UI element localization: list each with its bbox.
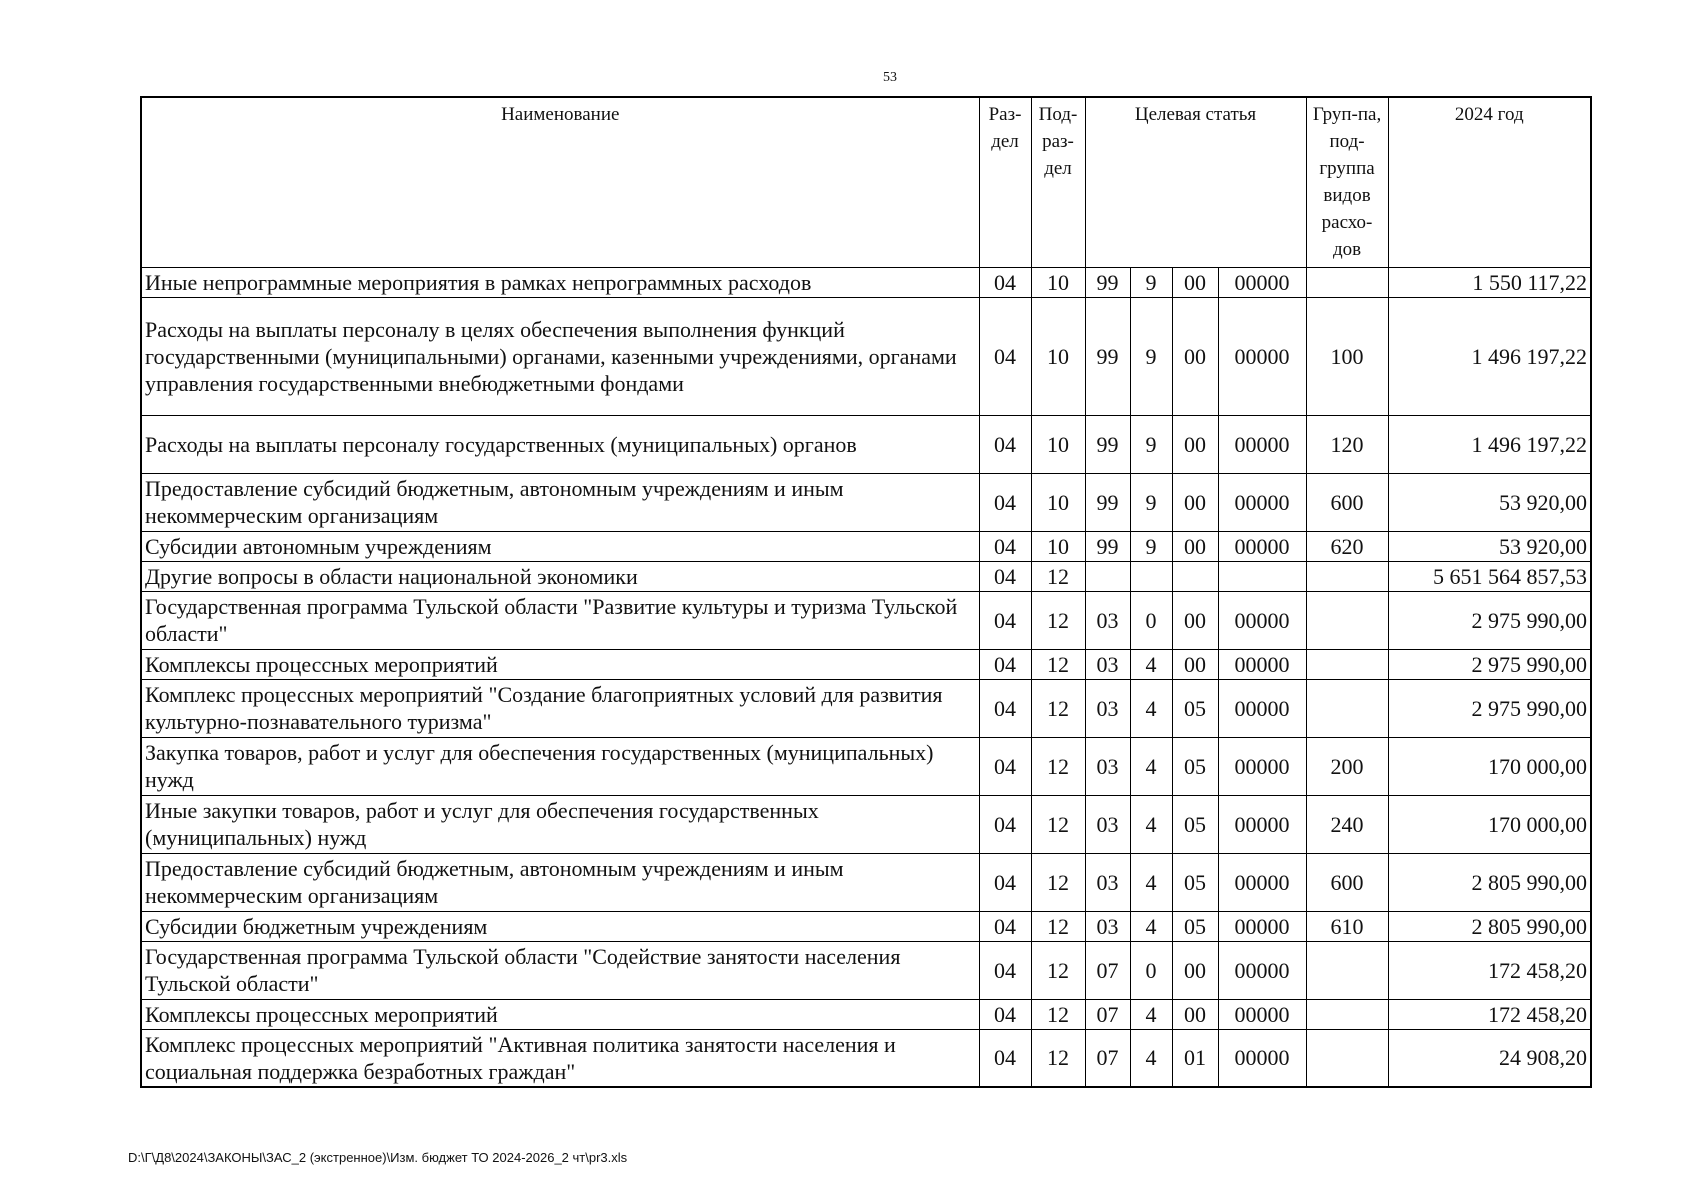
row-target-type (1130, 561, 1172, 591)
row-name: Закупка товаров, работ и услуг для обеспечения государственных (муниципальных) нужд (141, 737, 979, 795)
row-target-type: 0 (1130, 941, 1172, 999)
row-name: Другие вопросы в области национальной экономики (141, 561, 979, 591)
row-target-subprogram: 00 (1172, 649, 1218, 679)
row-target-subprogram: 05 (1172, 853, 1218, 911)
row-target-program: 03 (1085, 591, 1130, 649)
table-row (141, 649, 1591, 679)
row-subsection: 12 (1031, 591, 1085, 649)
row-amount: 1 496 197,22 (1388, 297, 1591, 415)
row-target-program: 03 (1085, 679, 1130, 737)
table-row (141, 853, 1591, 911)
row-section: 04 (979, 267, 1031, 297)
row-name: Предоставление субсидий бюджетным, автономным учреждениям и иным некоммерческим организациям (141, 853, 979, 911)
row-section: 04 (979, 795, 1031, 853)
row-section: 04 (979, 649, 1031, 679)
row-subsection: 12 (1031, 561, 1085, 591)
row-target-program: 03 (1085, 795, 1130, 853)
row-target-direction: 00000 (1218, 267, 1306, 297)
row-section: 04 (979, 737, 1031, 795)
row-subsection: 12 (1031, 1029, 1085, 1087)
row-name: Субсидии бюджетным учреждениям (141, 911, 979, 941)
row-expense-group (1306, 649, 1388, 679)
row-section: 04 (979, 591, 1031, 649)
row-target-subprogram: 00 (1172, 591, 1218, 649)
row-target-type: 4 (1130, 795, 1172, 853)
row-expense-group (1306, 999, 1388, 1029)
row-target-direction: 00000 (1218, 473, 1306, 531)
table-row (141, 561, 1591, 591)
row-expense-group (1306, 1029, 1388, 1087)
row-section: 04 (979, 561, 1031, 591)
row-target-type: 9 (1130, 297, 1172, 415)
row-section: 04 (979, 679, 1031, 737)
table-row (141, 795, 1591, 853)
row-amount: 172 458,20 (1388, 999, 1591, 1029)
row-target-program: 03 (1085, 649, 1130, 679)
row-name: Государственная программа Тульской области "Развитие культуры и туризма Тульской области" (141, 591, 979, 649)
row-name: Иные закупки товаров, работ и услуг для обеспечения государственных (муниципальных) нужд (141, 795, 979, 853)
row-target-program: 99 (1085, 473, 1130, 531)
row-target-direction: 00000 (1218, 911, 1306, 941)
row-name: Расходы на выплаты персоналу в целях обеспечения выполнения функций государственными (муниципальными) органами, казенными учреждениями, органами управления государственными внебюджетными фондами (141, 297, 979, 415)
row-amount: 1 496 197,22 (1388, 415, 1591, 473)
row-subsection: 10 (1031, 415, 1085, 473)
row-name: Комплекс процессных мероприятий "Создание благоприятных условий для развития культурно-познавательного туризма" (141, 679, 979, 737)
row-target-type: 4 (1130, 853, 1172, 911)
row-subsection: 12 (1031, 999, 1085, 1029)
row-amount: 2 975 990,00 (1388, 649, 1591, 679)
row-target-program: 99 (1085, 267, 1130, 297)
header-year: 2024 год (1388, 97, 1591, 267)
row-expense-group: 240 (1306, 795, 1388, 853)
header-subsection: Под-раз-дел (1031, 97, 1085, 267)
row-subsection: 12 (1031, 737, 1085, 795)
header-name: Наименование (141, 97, 979, 267)
row-target-direction: 00000 (1218, 941, 1306, 999)
row-amount: 2 805 990,00 (1388, 911, 1591, 941)
row-amount: 170 000,00 (1388, 737, 1591, 795)
table-header-row (141, 97, 1591, 267)
row-expense-group (1306, 679, 1388, 737)
row-target-program: 03 (1085, 737, 1130, 795)
row-target-program: 99 (1085, 531, 1130, 561)
row-target-direction: 00000 (1218, 853, 1306, 911)
row-target-program: 99 (1085, 297, 1130, 415)
row-target-direction: 00000 (1218, 737, 1306, 795)
row-section: 04 (979, 941, 1031, 999)
row-section: 04 (979, 911, 1031, 941)
row-target-type: 4 (1130, 737, 1172, 795)
row-name: Иные непрограммные мероприятия в рамках непрограммных расходов (141, 267, 979, 297)
row-target-direction: 00000 (1218, 679, 1306, 737)
row-subsection: 10 (1031, 473, 1085, 531)
table-row (141, 911, 1591, 941)
row-target-type: 4 (1130, 649, 1172, 679)
row-expense-group (1306, 561, 1388, 591)
table-row (141, 941, 1591, 999)
table-row (141, 267, 1591, 297)
row-target-type: 4 (1130, 1029, 1172, 1087)
row-target-direction (1218, 561, 1306, 591)
row-target-type: 9 (1130, 473, 1172, 531)
row-name: Субсидии автономным учреждениям (141, 531, 979, 561)
row-target-program: 07 (1085, 941, 1130, 999)
row-name: Комплексы процессных мероприятий (141, 649, 979, 679)
row-target-subprogram: 00 (1172, 267, 1218, 297)
row-expense-group: 600 (1306, 473, 1388, 531)
budget-table (140, 96, 1592, 1088)
row-target-program (1085, 561, 1130, 591)
table-row (141, 999, 1591, 1029)
table-row (141, 297, 1591, 415)
row-section: 04 (979, 853, 1031, 911)
row-section: 04 (979, 531, 1031, 561)
row-target-program: 07 (1085, 1029, 1130, 1087)
row-amount: 2 805 990,00 (1388, 853, 1591, 911)
row-subsection: 12 (1031, 911, 1085, 941)
row-target-subprogram: 05 (1172, 911, 1218, 941)
table-row (141, 591, 1591, 649)
row-target-type: 0 (1130, 591, 1172, 649)
row-target-subprogram: 00 (1172, 415, 1218, 473)
row-expense-group: 100 (1306, 297, 1388, 415)
row-target-type: 9 (1130, 531, 1172, 561)
row-target-subprogram: 05 (1172, 795, 1218, 853)
row-target-type: 9 (1130, 267, 1172, 297)
row-target-subprogram: 00 (1172, 999, 1218, 1029)
row-target-subprogram: 05 (1172, 737, 1218, 795)
table-row (141, 531, 1591, 561)
table-row (141, 1029, 1591, 1087)
row-target-direction: 00000 (1218, 1029, 1306, 1087)
row-target-program: 07 (1085, 999, 1130, 1029)
row-subsection: 12 (1031, 941, 1085, 999)
row-target-direction: 00000 (1218, 649, 1306, 679)
row-expense-group: 610 (1306, 911, 1388, 941)
row-amount: 2 975 990,00 (1388, 679, 1591, 737)
row-section: 04 (979, 297, 1031, 415)
header-expense-group: Груп-па, под-группа видов расхо-дов (1306, 97, 1388, 267)
row-amount: 172 458,20 (1388, 941, 1591, 999)
row-target-program: 03 (1085, 911, 1130, 941)
table-row (141, 415, 1591, 473)
row-subsection: 12 (1031, 795, 1085, 853)
row-target-type: 9 (1130, 415, 1172, 473)
row-subsection: 10 (1031, 267, 1085, 297)
row-amount: 170 000,00 (1388, 795, 1591, 853)
file-path-footer: D:\Г\Д8\2024\ЗАКОНЫ\ЗАС_2 (экстренное)\Изм. бюджет ТО 2024-2026_2 чт\pr3.xls (128, 1150, 628, 1165)
row-target-direction: 00000 (1218, 297, 1306, 415)
row-target-subprogram (1172, 561, 1218, 591)
row-subsection: 10 (1031, 297, 1085, 415)
row-subsection: 12 (1031, 649, 1085, 679)
header-target-article: Целевая статья (1085, 97, 1306, 267)
row-target-program: 99 (1085, 415, 1130, 473)
row-subsection: 12 (1031, 853, 1085, 911)
row-name: Комплекс процессных мероприятий "Активная политика занятости населения и социальная поддержка безработных граждан" (141, 1029, 979, 1087)
row-target-subprogram: 00 (1172, 531, 1218, 561)
row-target-type: 4 (1130, 911, 1172, 941)
row-target-type: 4 (1130, 999, 1172, 1029)
row-section: 04 (979, 1029, 1031, 1087)
row-subsection: 12 (1031, 679, 1085, 737)
row-name: Расходы на выплаты персоналу государственных (муниципальных) органов (141, 415, 979, 473)
row-section: 04 (979, 415, 1031, 473)
row-target-subprogram: 00 (1172, 297, 1218, 415)
header-section: Раз-дел (979, 97, 1031, 267)
table-row (141, 473, 1591, 531)
row-target-subprogram: 05 (1172, 679, 1218, 737)
table-row (141, 679, 1591, 737)
row-subsection: 10 (1031, 531, 1085, 561)
row-amount: 5 651 564 857,53 (1388, 561, 1591, 591)
row-target-program: 03 (1085, 853, 1130, 911)
table-row (141, 737, 1591, 795)
row-amount: 24 908,20 (1388, 1029, 1591, 1087)
row-expense-group: 200 (1306, 737, 1388, 795)
row-section: 04 (979, 473, 1031, 531)
row-target-direction: 00000 (1218, 591, 1306, 649)
row-expense-group (1306, 941, 1388, 999)
row-name: Предоставление субсидий бюджетным, автономным учреждениям и иным некоммерческим организациям (141, 473, 979, 531)
row-amount: 1 550 117,22 (1388, 267, 1591, 297)
page-number: 53 (883, 70, 897, 85)
row-amount: 53 920,00 (1388, 473, 1591, 531)
row-name: Государственная программа Тульской области "Содействие занятости населения Тульской области" (141, 941, 979, 999)
row-expense-group: 600 (1306, 853, 1388, 911)
row-expense-group (1306, 267, 1388, 297)
row-target-direction: 00000 (1218, 795, 1306, 853)
row-target-subprogram: 00 (1172, 941, 1218, 999)
row-name: Комплексы процессных мероприятий (141, 999, 979, 1029)
row-amount: 53 920,00 (1388, 531, 1591, 561)
row-section: 04 (979, 999, 1031, 1029)
row-expense-group: 620 (1306, 531, 1388, 561)
row-amount: 2 975 990,00 (1388, 591, 1591, 649)
row-target-direction: 00000 (1218, 531, 1306, 561)
row-target-subprogram: 01 (1172, 1029, 1218, 1087)
row-target-direction: 00000 (1218, 999, 1306, 1029)
row-target-direction: 00000 (1218, 415, 1306, 473)
row-target-subprogram: 00 (1172, 473, 1218, 531)
row-expense-group (1306, 591, 1388, 649)
row-target-type: 4 (1130, 679, 1172, 737)
row-expense-group: 120 (1306, 415, 1388, 473)
